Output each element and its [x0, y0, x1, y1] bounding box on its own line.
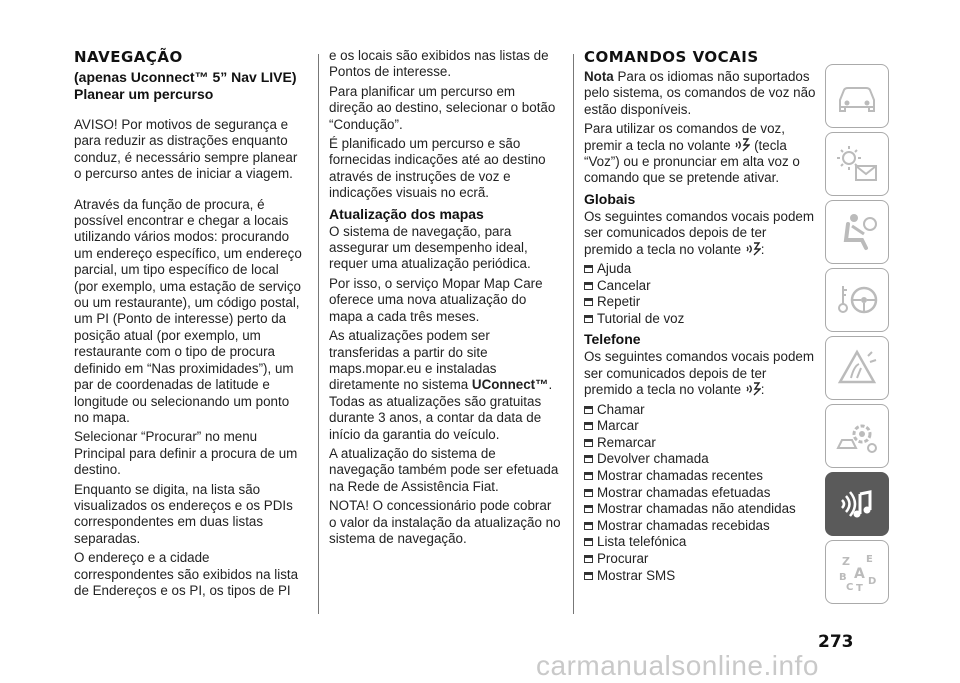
- tab-maintenance[interactable]: [825, 404, 889, 468]
- list-item: Chamar: [584, 402, 816, 419]
- list-item: Cancelar: [584, 278, 816, 295]
- index-letter: A: [854, 566, 865, 582]
- text: Os seguintes comandos vocais podem ser comunicados depois de ter premido a tecla no volante: [584, 208, 814, 257]
- index-letter: T: [856, 583, 863, 594]
- column-divider: [318, 54, 319, 614]
- subtitle-uconnect: (apenas Uconnect™ 5” Nav LIVE): [74, 69, 297, 85]
- index-letter: E: [866, 554, 873, 565]
- list-item: Repetir: [584, 294, 816, 311]
- paragraph: Através da função de procura, é possível encontrar e chegar a locais utilizando vários modos: procurando um endereço específico, um endereço parcial, um tipo específico de local (por exemplo, uma estação de serviço ou um restaurante), um código postal, um PI (Ponto de interesse) perto da posição atual (por exemplo, um restaurante com o tipo de procura definido em “Nas proximidades”), um par de coordenadas de latitude e longitude ou selecionando um ponto no mapa.: [74, 196, 302, 425]
- list-item: Mostrar chamadas recentes: [584, 468, 816, 485]
- column-navigation-continued: [329, 48, 561, 550]
- paragraph: É planificado um percurso e são fornecidas indicações até ao destino através de instruções de voz e indicações visuais no ecrã.: [329, 136, 546, 201]
- paragraph: NOTA! O concessionário pode cobrar o valor da instalação da atualização no sistema de navegação.: [329, 498, 561, 546]
- tab-vehicle[interactable]: [825, 64, 889, 128]
- watermark: carmanualsonline.info: [536, 650, 819, 681]
- list-item: Marcar: [584, 418, 816, 435]
- text: Para utilizar os comandos de voz, premir a tecla no volante: [584, 121, 785, 153]
- section-title-voice-commands: COMANDOS VOCAIS: [584, 48, 759, 66]
- text: Para os idiomas não suportados pelo sistema, os comandos de voz não estão disponíveis.: [584, 69, 816, 117]
- tab-multimedia[interactable]: [825, 472, 889, 536]
- text: (tecla “Voz”) ou e pronunciar em alta voz o comando que se pretende ativar.: [584, 137, 800, 186]
- paragraph: [584, 349, 816, 398]
- car-icon: [834, 74, 880, 118]
- warning-lights-icon: [834, 142, 880, 186]
- index-letters-icon: [834, 550, 880, 594]
- tab-emergency[interactable]: [825, 336, 889, 400]
- list-item: Remarcar: [584, 435, 816, 452]
- list-item: Devolver chamada: [584, 451, 816, 468]
- list-item: Mostrar chamadas recebidas: [584, 518, 816, 535]
- seat-airbag-icon: [834, 210, 880, 254]
- section-title-navigation: NAVEGAÇÃO: [74, 48, 183, 66]
- warning-paragraph: AVISO! Por motivos de segurança e para reduzir as distrações enquanto conduz, é necessário sempre planear o percurso antes de iniciar a viagem.: [74, 117, 298, 182]
- list-item: Mostrar SMS: [584, 568, 816, 585]
- tab-warning-lights[interactable]: [825, 132, 889, 196]
- paragraph: O endereço e a cidade correspondentes são exibidos na lista de Endereços e os PI, os tipos de PI: [74, 550, 299, 598]
- subtitle-plan-route: Planear um percurso: [74, 86, 214, 102]
- page-number: 273: [818, 632, 854, 652]
- heading-map-updates: Atualização dos mapas: [329, 205, 484, 222]
- column-voice-commands: [584, 48, 816, 587]
- column-navigation: [74, 48, 306, 602]
- paragraph: A atualização do sistema de navegação também pode ser efetuada na Rede de Assistência Fiat.: [329, 445, 559, 494]
- voice-command-icon: [745, 382, 761, 396]
- tab-safety[interactable]: [825, 200, 889, 264]
- text: Os seguintes comandos vocais podem ser comunicados depois de ter premido a tecla no volante: [584, 349, 814, 398]
- paragraph: Enquanto se digita, na lista são visualizados os endereços e os PDIs correspondentes em duas listas separadas.: [74, 481, 293, 546]
- list-item: Ajuda: [584, 261, 816, 278]
- paragraph: [584, 121, 816, 187]
- text: . Todas as atualizações são gratuitas durante 3 anos, a contar da data de início da garantia do veículo.: [329, 377, 553, 442]
- paragraph: Por isso, o serviço Mopar Map Care oferece uma nova atualização do mapa a cada três meses.: [329, 275, 543, 324]
- list-item: Mostrar chamadas não atendidas: [584, 501, 816, 518]
- tab-index[interactable]: [825, 540, 889, 604]
- index-letter: B: [839, 572, 847, 583]
- heading-phone: Telefone: [584, 331, 641, 348]
- gear-car-icon: [834, 414, 880, 458]
- brand-name: UConnect™: [471, 377, 549, 393]
- road-warning-icon: [834, 346, 880, 390]
- note-label: Nota: [584, 69, 614, 84]
- paragraph: Para planificar um percurso em direção ao destino, selecionar o botão “Condução”.: [329, 83, 556, 132]
- text: As atualizações podem ser transferidas a partir do site maps.mopar.eu e instaladas diretamente no sistema: [329, 328, 497, 393]
- paragraph: Selecionar “Procurar” no menu Principal para definir a procura de um destino.: [74, 429, 298, 478]
- paragraph: O sistema de navegação, para assegurar um desempenho ideal, requer uma atualização periódica.: [329, 223, 531, 272]
- list-item: Mostrar chamadas efetuadas: [584, 485, 816, 502]
- voice-command-icon: [734, 138, 750, 152]
- voice-command-icon: [745, 242, 761, 256]
- paragraph: e os locais são exibidos nas listas de Pontos de interesse.: [329, 48, 549, 80]
- chapter-tabs: [825, 64, 889, 608]
- multimedia-icon: [834, 482, 880, 526]
- index-letter: C: [846, 582, 854, 593]
- tab-starting-driving[interactable]: [825, 268, 889, 332]
- key-steering-icon: [834, 278, 880, 322]
- list-item: Tutorial de voz: [584, 311, 816, 328]
- index-letter: D: [868, 576, 877, 587]
- phone-commands-list: [584, 402, 816, 585]
- index-letter: Z: [842, 555, 850, 568]
- list-item: Lista telefónica: [584, 534, 816, 551]
- text: :: [760, 241, 765, 257]
- heading-global: Globais: [584, 190, 636, 207]
- column-divider: [573, 54, 574, 614]
- paragraph: [329, 328, 561, 443]
- note-paragraph: [584, 69, 816, 118]
- global-commands-list: [584, 261, 816, 327]
- list-item: Procurar: [584, 551, 816, 568]
- text: :: [760, 382, 765, 398]
- paragraph: [584, 209, 816, 258]
